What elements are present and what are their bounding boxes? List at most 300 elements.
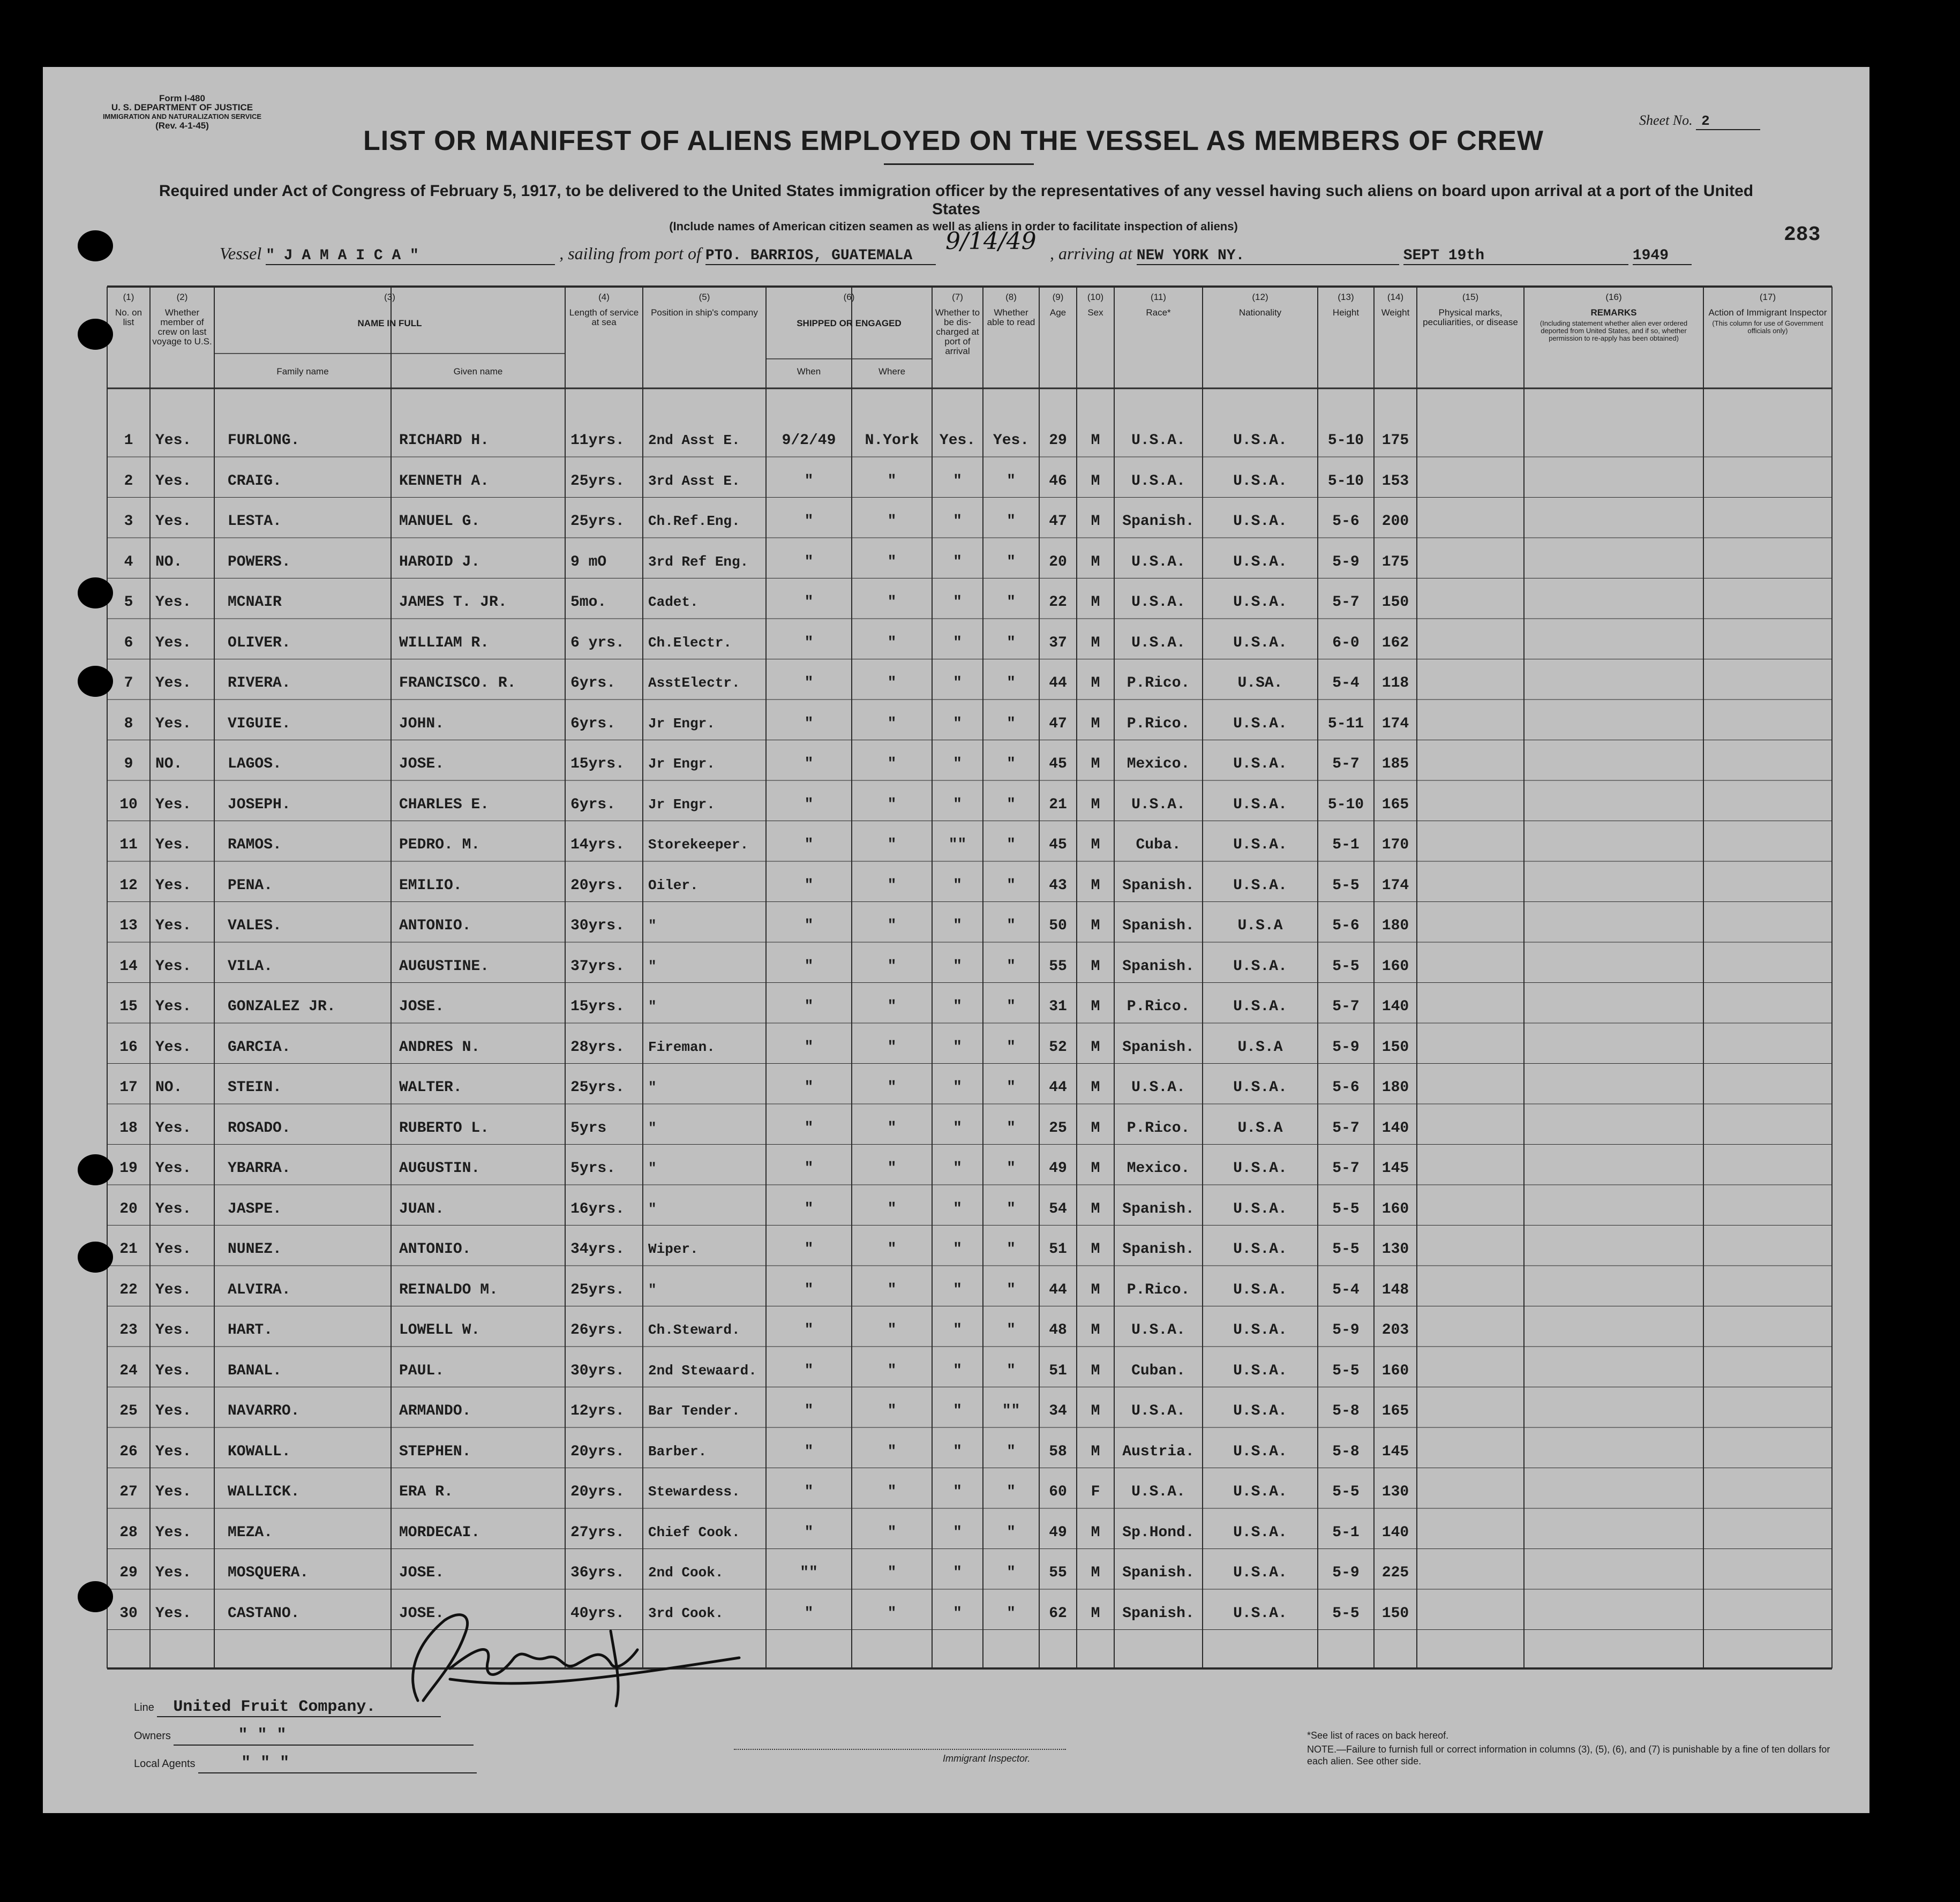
table-cell: " xyxy=(804,796,814,813)
table-cell: 118 xyxy=(1381,675,1409,691)
table-cell: GARCIA. xyxy=(228,1039,291,1056)
table-cell: " xyxy=(648,1200,657,1217)
sailing-label: , sailing from port of xyxy=(559,244,701,263)
table-cell: M xyxy=(1091,1119,1100,1137)
table-cell: 27yrs. xyxy=(570,1524,625,1541)
table-cell: 5-8 xyxy=(1332,1443,1360,1460)
column-header: Height xyxy=(1332,307,1360,318)
table-cell: " xyxy=(1007,1362,1016,1379)
table-cell: 165 xyxy=(1381,1403,1409,1419)
table-cell: 25yrs. xyxy=(570,513,625,530)
column-number: (1) xyxy=(123,292,134,302)
table-cell: 5-11 xyxy=(1327,715,1364,732)
table-cell: " xyxy=(953,1403,962,1419)
table-cell: 12yrs. xyxy=(570,1403,625,1419)
table-cell: M xyxy=(1091,594,1100,611)
line-label: Line xyxy=(134,1702,154,1713)
table-cell: 20yrs. xyxy=(570,1443,625,1460)
manifest-sheet xyxy=(43,67,1869,1813)
table-cell: 21 xyxy=(119,1241,138,1258)
column-subheader: Family name xyxy=(276,366,329,377)
table-cell: Storekeeper. xyxy=(648,837,749,853)
table-cell: RAMOS. xyxy=(228,837,282,853)
table-cell: 2nd Asst E. xyxy=(648,432,740,448)
punch-hole xyxy=(78,319,113,350)
column-note: (Including statement whether alien ever ordered deported from United States, and if so, whether permission to re-apply has been obtained) xyxy=(1540,319,1688,342)
agents-value: " " " xyxy=(198,1754,477,1773)
table-cell: 45 xyxy=(1049,756,1067,772)
table-cell: " xyxy=(804,634,814,651)
table-cell: Yes. xyxy=(155,1241,192,1258)
arrival-date: SEPT 19th xyxy=(1403,247,1628,265)
table-cell: 2nd Cook. xyxy=(648,1565,724,1581)
table-cell: 43 xyxy=(1049,877,1067,894)
table-cell: 20 xyxy=(119,1200,138,1217)
table-cell: 6yrs. xyxy=(570,796,616,813)
table-cell: 28yrs. xyxy=(570,1039,625,1056)
table-cell: 14yrs. xyxy=(570,837,625,853)
column-subheader: Where xyxy=(878,366,906,377)
table-cell: 180 xyxy=(1381,918,1409,934)
table-cell: Spanish. xyxy=(1122,958,1195,975)
table-cell: " xyxy=(804,1443,814,1460)
arrival-port: NEW YORK NY. xyxy=(1137,247,1399,265)
table-cell: " xyxy=(804,553,814,570)
table-cell: U.S.A. xyxy=(1233,998,1287,1015)
table-cell: HART. xyxy=(228,1322,273,1339)
table-cell: 17 xyxy=(119,1079,138,1096)
page-title: LIST OR MANIFEST OF ALIENS EMPLOYED ON THE VESSEL AS MEMBERS OF CREW xyxy=(363,125,1544,156)
form-revision: (Rev. 4-1-45) xyxy=(155,121,209,131)
table-cell: " xyxy=(804,1362,814,1379)
table-cell: 3rd Ref Eng. xyxy=(648,553,749,570)
table-cell: 9 xyxy=(124,756,133,772)
column-number: (5) xyxy=(699,292,710,302)
departure-port: PTO. BARRIOS, GUATEMALA xyxy=(705,247,936,265)
punch-hole xyxy=(78,230,113,261)
table-cell: LAGOS. xyxy=(228,756,282,772)
table-cell: N.York xyxy=(865,432,919,449)
column-number: (17) xyxy=(1759,292,1776,302)
table-cell: 44 xyxy=(1049,1281,1067,1298)
table-cell: Yes. xyxy=(155,432,192,449)
table-cell: 14 xyxy=(119,958,138,975)
table-cell: 25yrs. xyxy=(570,1281,625,1298)
table-cell: " xyxy=(804,998,814,1015)
column-number: (7) xyxy=(952,292,963,302)
table-cell: 62 xyxy=(1049,1605,1067,1622)
table-cell: 5-5 xyxy=(1332,1605,1360,1622)
table-cell: 150 xyxy=(1381,594,1409,611)
table-cell: " xyxy=(1007,1039,1016,1056)
table-cell: 1 xyxy=(124,432,133,449)
table-cell: U.S.A. xyxy=(1233,472,1287,490)
table-cell: " xyxy=(804,1322,814,1339)
table-cell: JASPE. xyxy=(228,1200,282,1217)
table-cell: Yes. xyxy=(155,634,192,651)
table-cell: HAROID J. xyxy=(399,553,480,570)
table-cell: " xyxy=(887,1524,897,1541)
column-number: (16) xyxy=(1605,292,1622,302)
table-cell: " xyxy=(887,1281,897,1298)
table-cell: 20yrs. xyxy=(570,877,625,894)
table-cell: 130 xyxy=(1381,1241,1409,1258)
table-cell: " xyxy=(953,1565,962,1581)
table-cell: M xyxy=(1091,1039,1100,1056)
table-cell: Yes. xyxy=(155,675,192,691)
table-cell: " xyxy=(804,513,814,530)
table-cell: M xyxy=(1091,553,1100,570)
table-cell: STEIN. xyxy=(228,1079,282,1096)
table-cell: Yes. xyxy=(155,1200,192,1217)
table-cell: WALTER. xyxy=(399,1079,462,1096)
table-cell: " xyxy=(953,472,962,490)
line-value: United Fruit Company. xyxy=(157,1698,441,1717)
table-cell: Fireman. xyxy=(648,1039,715,1055)
table-cell: Yes. xyxy=(155,1322,192,1339)
column-header: SHIPPED OR ENGAGED xyxy=(797,318,902,328)
table-cell: Mexico. xyxy=(1127,756,1190,772)
table-cell: LOWELL W. xyxy=(399,1322,480,1339)
table-cell: 5-5 xyxy=(1332,1484,1360,1500)
table-cell: 15 xyxy=(119,998,138,1015)
punch-hole xyxy=(78,577,113,608)
table-cell: YBARRA. xyxy=(228,1160,291,1177)
table-cell: 30yrs. xyxy=(570,1362,625,1379)
table-cell: P.Rico. xyxy=(1127,675,1190,691)
table-cell: U.S.A. xyxy=(1233,1484,1287,1500)
table-cell: U.S.A. xyxy=(1233,715,1287,732)
table-cell: M xyxy=(1091,1362,1100,1379)
table-cell: M xyxy=(1091,472,1100,490)
table-cell: " xyxy=(953,918,962,934)
table-cell: " xyxy=(953,634,962,651)
column-header: Physical marks, peculiarities, or disease xyxy=(1423,307,1518,327)
table-cell: U.S.A. xyxy=(1233,1403,1287,1419)
table-cell: U.S.A. xyxy=(1233,1605,1287,1622)
table-cell: " xyxy=(953,877,962,894)
table-cell: "" xyxy=(800,1565,818,1581)
table-cell: M xyxy=(1091,675,1100,691)
table-cell: 15yrs. xyxy=(570,998,625,1015)
table-cell: "" xyxy=(1002,1403,1020,1419)
table-cell: " xyxy=(1007,958,1016,975)
table-cell: U.S.A xyxy=(1237,1119,1283,1137)
table-cell: " xyxy=(953,1362,962,1379)
table-cell: " xyxy=(887,1443,897,1460)
table-cell: 203 xyxy=(1381,1322,1409,1339)
table-cell: " xyxy=(1007,796,1016,813)
table-cell: Yes. xyxy=(155,472,192,490)
table-cell: 5yrs. xyxy=(570,1160,616,1177)
table-cell: Barber. xyxy=(648,1443,707,1460)
table-cell: " xyxy=(804,1039,814,1056)
table-cell: M xyxy=(1091,1605,1100,1622)
table-cell: " xyxy=(887,1079,897,1096)
table-cell: " xyxy=(953,1524,962,1541)
table-cell: 29 xyxy=(1049,432,1067,449)
table-cell: CRAIG. xyxy=(228,472,282,490)
table-cell: JOSE. xyxy=(399,1605,445,1622)
table-cell: 44 xyxy=(1049,1079,1067,1096)
table-cell: 24 xyxy=(119,1362,138,1379)
table-cell: 6 yrs. xyxy=(570,634,625,651)
table-cell: Spanish. xyxy=(1122,918,1195,934)
column-header: REMARKS xyxy=(1590,307,1637,318)
table-cell: " xyxy=(1007,1443,1016,1460)
table-cell: 44 xyxy=(1049,675,1067,691)
table-cell: Ch.Ref.Eng. xyxy=(648,513,740,529)
table-cell: " xyxy=(953,1281,962,1298)
table-cell: U.S.A. xyxy=(1233,1241,1287,1258)
table-cell: 13 xyxy=(119,918,138,934)
table-cell: Yes. xyxy=(155,1605,192,1622)
table-cell: 200 xyxy=(1381,513,1409,530)
table-cell: 5-6 xyxy=(1332,918,1360,934)
column-header: Length of service at sea xyxy=(569,307,639,327)
table-cell: 148 xyxy=(1381,1281,1409,1298)
table-cell: 5-8 xyxy=(1332,1403,1360,1419)
table-cell: 175 xyxy=(1381,432,1409,449)
table-cell: 15yrs. xyxy=(570,756,625,772)
table-cell: 23 xyxy=(119,1322,138,1339)
table-cell: Cuban. xyxy=(1131,1362,1185,1379)
table-cell: 5-7 xyxy=(1332,594,1360,611)
table-cell: " xyxy=(648,1079,657,1095)
table-cell: Yes. xyxy=(155,715,192,732)
table-cell: Austria. xyxy=(1122,1443,1195,1460)
table-cell: 5-4 xyxy=(1332,1281,1360,1298)
table-cell: U.S.A. xyxy=(1233,594,1287,611)
table-cell: NO. xyxy=(155,756,183,772)
table-cell: F xyxy=(1091,1484,1100,1500)
table-cell: M xyxy=(1091,1322,1100,1339)
table-cell: " xyxy=(1007,513,1016,530)
table-cell: " xyxy=(1007,634,1016,651)
table-cell: M xyxy=(1091,756,1100,772)
table-cell: P.Rico. xyxy=(1127,1119,1190,1137)
table-cell: 16 xyxy=(119,1039,138,1056)
owners-value: " " " xyxy=(174,1726,474,1746)
table-cell: 28 xyxy=(119,1524,138,1541)
signature-mark xyxy=(386,1599,750,1717)
table-cell: U.S.A. xyxy=(1233,958,1287,975)
table-cell: RICHARD H. xyxy=(399,432,490,449)
table-cell: 55 xyxy=(1049,1565,1067,1581)
table-cell: 30yrs. xyxy=(570,918,625,934)
table-cell: Yes. xyxy=(155,1524,192,1541)
table-cell: " xyxy=(953,715,962,732)
table-cell: POWERS. xyxy=(228,553,291,570)
table-cell: 174 xyxy=(1381,877,1409,894)
table-cell: " xyxy=(1007,1565,1016,1581)
table-cell: 34yrs. xyxy=(570,1241,625,1258)
table-cell: " xyxy=(648,1160,657,1176)
table-cell: 26yrs. xyxy=(570,1322,625,1339)
table-cell: 140 xyxy=(1381,1524,1409,1541)
table-cell: Yes. xyxy=(155,594,192,611)
table-cell: 47 xyxy=(1049,715,1067,732)
table-cell: 21 xyxy=(1049,796,1067,813)
table-cell: 5-6 xyxy=(1332,1079,1360,1096)
table-cell: M xyxy=(1091,918,1100,934)
table-cell: 170 xyxy=(1381,837,1409,853)
table-cell: MANUEL G. xyxy=(399,513,480,530)
table-cell: Chief Cook. xyxy=(648,1524,740,1540)
table-cell: U.S.A. xyxy=(1131,432,1185,449)
table-cell: " xyxy=(1007,472,1016,490)
table-cell: U.S.A. xyxy=(1131,472,1185,490)
table-cell: MEZA. xyxy=(228,1524,273,1541)
table-cell: U.S.A. xyxy=(1131,594,1185,611)
table-cell: 20yrs. xyxy=(570,1484,625,1500)
table-cell: " xyxy=(953,675,962,691)
table-cell: 5-9 xyxy=(1332,1322,1360,1339)
races-note: *See list of races on back hereof. xyxy=(1307,1730,1449,1741)
table-cell: Yes. xyxy=(155,1484,192,1500)
table-cell: " xyxy=(804,918,814,934)
table-cell: " xyxy=(953,594,962,611)
table-cell: 225 xyxy=(1381,1565,1409,1581)
table-cell: 5-9 xyxy=(1332,1565,1360,1581)
table-cell: " xyxy=(887,1403,897,1419)
table-cell: " xyxy=(804,1484,814,1500)
table-cell: 2nd Stewaard. xyxy=(648,1362,757,1379)
table-cell: 5-4 xyxy=(1332,675,1360,691)
column-header: Whether to be dis- charged at port of arrival xyxy=(935,307,980,356)
column-header: Race* xyxy=(1146,307,1171,318)
column-number: (9) xyxy=(1052,292,1064,302)
table-cell: U.S.A. xyxy=(1233,1160,1287,1177)
table-cell: " xyxy=(887,513,897,530)
table-cell: U.S.A. xyxy=(1233,553,1287,570)
owners-label: Owners xyxy=(134,1730,171,1742)
table-cell: U.SA. xyxy=(1237,675,1283,691)
table-cell: 11yrs. xyxy=(570,432,625,449)
table-cell: OLIVER. xyxy=(228,634,291,651)
table-cell: " xyxy=(887,472,897,490)
footer-owners xyxy=(134,1726,474,1746)
table-cell: U.S.A. xyxy=(1233,1200,1287,1217)
table-cell: JOSE. xyxy=(399,1565,445,1581)
agents-label: Local Agents xyxy=(134,1758,196,1770)
table-cell: JOSEPH. xyxy=(228,796,291,813)
table-cell: Yes. xyxy=(155,998,192,1015)
table-cell: " xyxy=(804,1200,814,1217)
table-cell: " xyxy=(804,472,814,490)
table-cell: FURLONG. xyxy=(228,432,300,449)
table-cell: 46 xyxy=(1049,472,1067,490)
table-cell: M xyxy=(1091,796,1100,813)
table-cell: " xyxy=(953,1322,962,1339)
table-cell: Spanish. xyxy=(1122,1200,1195,1217)
table-cell: VIGUIE. xyxy=(228,715,291,732)
table-cell: " xyxy=(953,796,962,813)
table-cell: JOSE. xyxy=(399,998,445,1015)
table-cell: Yes. xyxy=(155,837,192,853)
table-cell: "" xyxy=(948,837,967,853)
table-cell: M xyxy=(1091,1241,1100,1258)
table-cell: " xyxy=(648,998,657,1014)
table-cell: 174 xyxy=(1381,715,1409,732)
table-cell: " xyxy=(953,513,962,530)
table-cell: U.S.A. xyxy=(1131,1484,1185,1500)
table-cell: 11 xyxy=(119,837,138,853)
table-cell: 40yrs. xyxy=(570,1605,625,1622)
table-cell: 47 xyxy=(1049,513,1067,530)
table-cell: M xyxy=(1091,1079,1100,1096)
table-cell: U.S.A xyxy=(1237,1039,1283,1056)
table-cell: " xyxy=(1007,1281,1016,1298)
table-cell: " xyxy=(804,756,814,772)
table-cell: M xyxy=(1091,958,1100,975)
table-cell: Sp.Hond. xyxy=(1122,1524,1195,1541)
table-cell: FRANCISCO. R. xyxy=(399,675,516,691)
table-cell: " xyxy=(953,1443,962,1460)
table-cell: Spanish. xyxy=(1122,1565,1195,1581)
table-cell: 4 xyxy=(124,553,133,570)
table-cell: 55 xyxy=(1049,958,1067,975)
table-cell: Yes. xyxy=(993,432,1030,449)
table-cell: 54 xyxy=(1049,1200,1067,1217)
table-cell: JUAN. xyxy=(399,1200,445,1217)
table-cell: Jr Engr. xyxy=(648,756,715,772)
table-cell: NO. xyxy=(155,553,183,570)
column-number: (13) xyxy=(1338,292,1354,302)
table-cell: 6yrs. xyxy=(570,715,616,732)
table-cell: Yes. xyxy=(155,1403,192,1419)
table-cell: 3 xyxy=(124,513,133,530)
table-cell: " xyxy=(1007,756,1016,772)
table-cell: Yes. xyxy=(155,513,192,530)
column-header: Nationality xyxy=(1238,307,1282,318)
table-cell: 5-10 xyxy=(1327,472,1364,490)
table-cell: 27 xyxy=(119,1484,138,1500)
table-cell: Wiper. xyxy=(648,1241,699,1257)
table-cell: " xyxy=(887,877,897,894)
column-header: NAME IN FULL xyxy=(357,318,422,328)
table-cell: KENNETH A. xyxy=(399,472,490,490)
table-cell: 5-7 xyxy=(1332,756,1360,772)
penalty-note: NOTE.—Failure to furnish full or correct information in columns (3), (5), (6), and (7) is punishable by a fine of ten dollars for each alien. See other side. xyxy=(1307,1744,1830,1766)
table-cell: " xyxy=(1007,1322,1016,1339)
table-cell: " xyxy=(804,1281,814,1298)
table-cell: " xyxy=(887,796,897,813)
table-cell: " xyxy=(1007,1079,1016,1096)
column-number: (14) xyxy=(1387,292,1404,302)
table-cell: " xyxy=(953,1160,962,1177)
sheet-number-value: 2 xyxy=(1696,113,1760,130)
column-header: Whether member of crew on last voyage to U.S. xyxy=(152,307,212,347)
table-cell: ANTONIO. xyxy=(399,1241,471,1258)
table-cell: M xyxy=(1091,837,1100,853)
table-cell: 7 xyxy=(124,675,133,691)
table-cell: 5-10 xyxy=(1327,796,1364,813)
punch-hole xyxy=(78,1154,113,1185)
table-cell: " xyxy=(1007,1119,1016,1137)
table-cell: " xyxy=(648,1281,657,1298)
table-cell: Bar Tender. xyxy=(648,1403,740,1419)
vessel-name: " J A M A I C A " xyxy=(266,247,555,265)
table-cell: ALVIRA. xyxy=(228,1281,291,1298)
table-cell: " xyxy=(804,837,814,853)
table-cell: U.S.A. xyxy=(1233,1362,1287,1379)
table-cell: PENA. xyxy=(228,877,273,894)
table-cell: 48 xyxy=(1049,1322,1067,1339)
table-cell: Stewardess. xyxy=(648,1484,740,1500)
port-date-handwritten: 9/14/49 xyxy=(945,228,1037,255)
table-cell: M xyxy=(1091,1524,1100,1541)
